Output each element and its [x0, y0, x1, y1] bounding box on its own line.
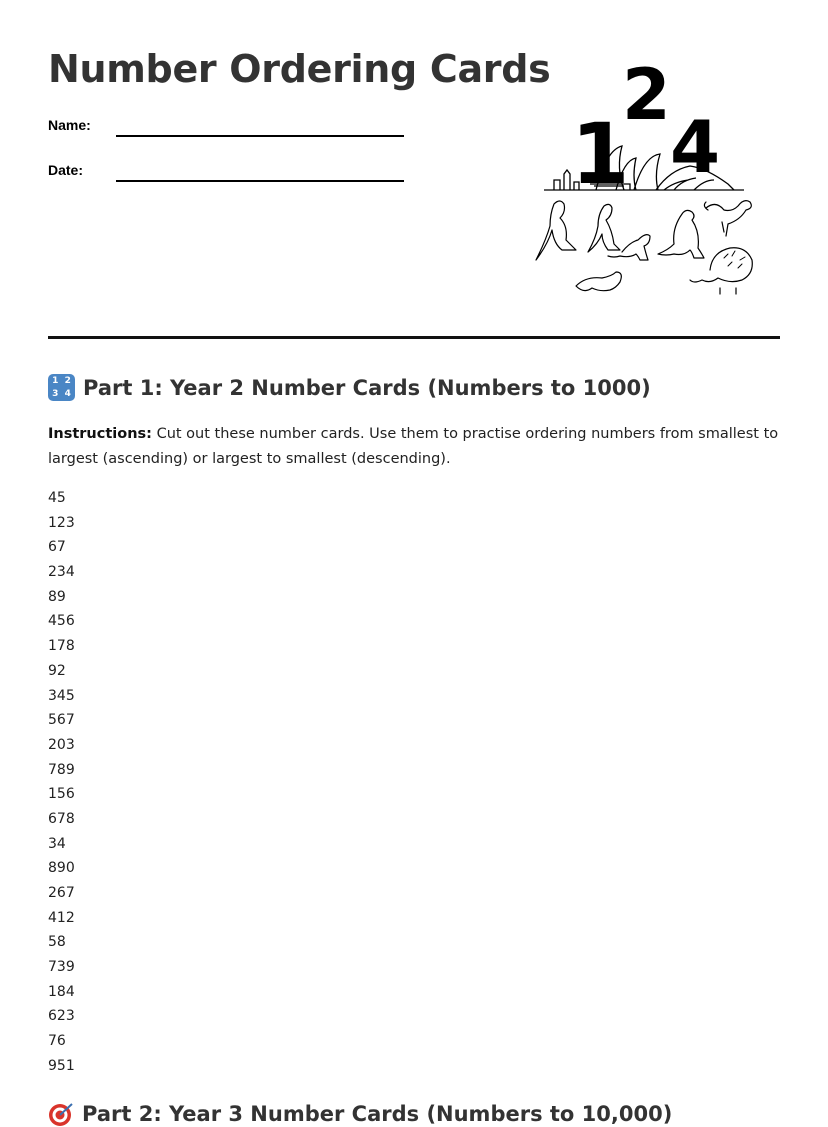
instructions-label: Instructions: [48, 426, 152, 442]
part2-heading-text: Part 2: Year 3 Number Cards (Numbers to 10,000) [82, 1102, 673, 1126]
number-card: 345 [48, 687, 75, 704]
input-numbers-icon: 1 2 3 4 [48, 374, 75, 401]
date-line[interactable] [116, 180, 404, 182]
number-card: 623 [48, 1008, 75, 1025]
number-card: 456 [48, 613, 75, 630]
page-title: Number Ordering Cards [48, 47, 551, 91]
number-card: 739 [48, 959, 75, 976]
part2-heading [48, 1101, 672, 1127]
number-card: 678 [48, 810, 75, 827]
number-card: 92 [48, 662, 66, 679]
header-divider [48, 336, 780, 339]
number-card: 184 [48, 983, 75, 1000]
part1-heading-text: Part 1: Year 2 Number Cards (Numbers to 1000) [83, 375, 651, 400]
number-card: 412 [48, 909, 75, 926]
target-dart-icon [48, 1101, 74, 1127]
instructions-text: Cut out these number cards. Use them to practise ordering numbers from smallest to largest (ascending) or largest to smallest (descending). [48, 426, 779, 467]
part1-heading [48, 374, 651, 401]
wombat-kangaroo-icon [658, 210, 704, 258]
number-card: 45 [48, 490, 66, 506]
number-card: 34 [48, 835, 66, 852]
part1-instructions [48, 422, 780, 472]
number-card: 234 [48, 564, 75, 581]
date-label: Date: [48, 162, 84, 178]
number-card: 789 [48, 761, 75, 778]
number-card: 567 [48, 712, 75, 729]
emu-icon [704, 201, 751, 236]
illustration-number-1: 1 [571, 105, 630, 203]
joey-icon [608, 235, 650, 260]
illustration-number-2: 2 [622, 56, 671, 136]
platypus-icon [576, 272, 621, 291]
number-card-list [48, 486, 75, 1079]
number-card: 890 [48, 860, 75, 877]
kangaroo-1-icon [536, 201, 576, 260]
number-card: 123 [48, 514, 75, 531]
name-line[interactable] [116, 135, 404, 137]
number-card: 58 [48, 934, 66, 951]
number-card: 178 [48, 638, 75, 655]
number-card: 203 [48, 736, 75, 753]
number-card: 156 [48, 786, 75, 803]
echidna-icon [690, 248, 752, 294]
name-label: Name: [48, 117, 91, 133]
australia-numbers-illustration [524, 56, 760, 304]
number-card: 89 [48, 588, 66, 605]
number-card: 951 [48, 1057, 75, 1074]
number-card: 67 [48, 539, 66, 556]
kangaroo-2-icon [588, 204, 620, 252]
number-card: 267 [48, 885, 75, 901]
number-card: 76 [48, 1033, 66, 1050]
illustration-number-4: 4 [670, 105, 721, 189]
